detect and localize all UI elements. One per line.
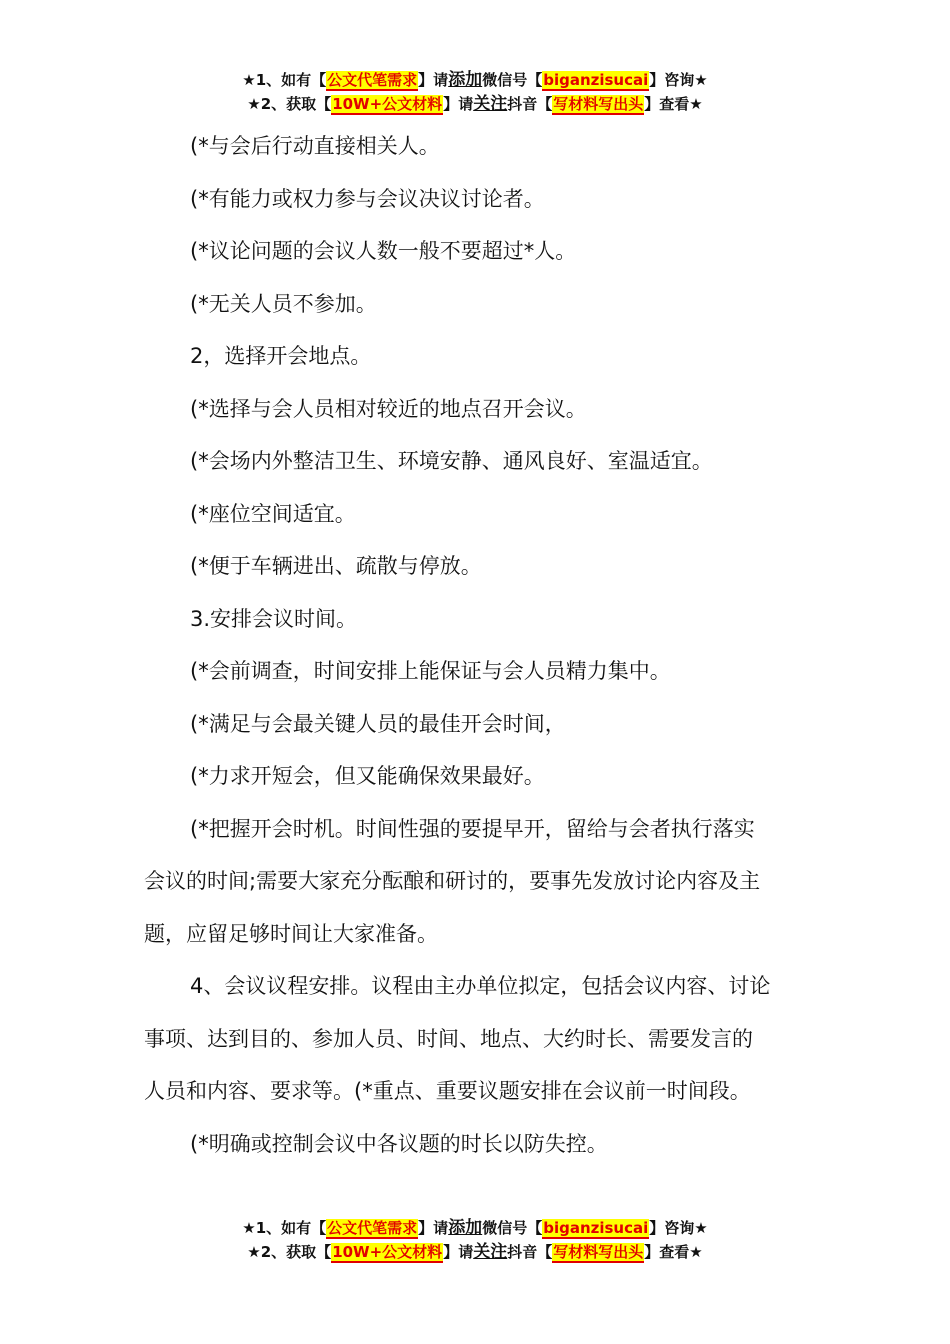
paragraph: (*明确或控制会议中各议题的时长以防失控。 bbox=[190, 1131, 608, 1156]
banner-text: 微信号【 bbox=[482, 71, 543, 89]
banner-emphasis: 添加 bbox=[448, 70, 483, 90]
banner-line-2 bbox=[0, 92, 950, 116]
banner-text: ★1、如有【 bbox=[242, 1219, 327, 1237]
banner-emphasis: 添加 bbox=[448, 1218, 483, 1238]
banner-text: 微信号【 bbox=[482, 1219, 543, 1237]
banner-text: 】咨询★ bbox=[649, 1219, 708, 1237]
paragraph: (*会场内外整洁卫生、环境安静、通风良好、室温适宜。 bbox=[190, 449, 713, 473]
paragraph: (*把握开会时机。时间性强的要提早开，留给与会者执行落实 bbox=[190, 816, 755, 841]
banner-highlight: 公文代笔需求 bbox=[327, 71, 418, 89]
banner-highlight: 写材料写出头 bbox=[553, 1243, 644, 1261]
banner-highlight: 写材料写出头 bbox=[553, 95, 644, 113]
paragraph: (*座位空间适宜。 bbox=[190, 501, 356, 526]
banner-highlight: 公文代笔需求 bbox=[327, 1219, 418, 1237]
banner-line-2 bbox=[0, 1240, 950, 1264]
paragraph-continuation: 会议的时间;需要大家充分酝酿和研讨的，要事先发放讨论内容及主 bbox=[144, 869, 761, 893]
banner-text: ★1、如有【 bbox=[242, 71, 327, 89]
banner-line-1 bbox=[0, 1216, 950, 1240]
banner-text: 】请 bbox=[443, 1243, 474, 1261]
banner-highlight: 10W+公文材料 bbox=[332, 1243, 443, 1261]
header-banner bbox=[0, 68, 950, 116]
paragraph-continuation: 题，应留足够时间让大家准备。 bbox=[144, 921, 438, 946]
banner-text: 抖音【 bbox=[507, 1243, 553, 1261]
banner-text: 】查看★ bbox=[644, 95, 703, 113]
banner-text: 】咨询★ bbox=[649, 71, 708, 89]
banner-text: 抖音【 bbox=[507, 95, 553, 113]
banner-emphasis: 关注 bbox=[473, 94, 508, 114]
banner-text: ★2、获取【 bbox=[247, 95, 332, 113]
paragraph: (*力求开短会，但又能确保效果最好。 bbox=[190, 764, 545, 788]
section-heading: 3.安排会议时间。 bbox=[190, 606, 358, 631]
document-body bbox=[144, 120, 814, 1170]
paragraph: (*有能力或权力参与会议决议讨论者。 bbox=[190, 186, 545, 211]
banner-highlight: biganzisucai bbox=[543, 1219, 649, 1237]
banner-text: ★2、获取【 bbox=[247, 1243, 332, 1261]
banner-highlight: biganzisucai bbox=[543, 71, 649, 89]
paragraph: (*便于车辆进出、疏散与停放。 bbox=[190, 554, 482, 578]
section-heading: 2，选择开会地点。 bbox=[190, 344, 372, 368]
banner-text: 】请 bbox=[418, 71, 449, 89]
paragraph-continuation: 事项、达到目的、参加人员、时间、地点、大约时长、需要发言的 bbox=[144, 1026, 753, 1051]
paragraph: (*会前调查，时间安排上能保证与会人员精力集中。 bbox=[190, 659, 671, 683]
paragraph: (*与会后行动直接相关人。 bbox=[190, 134, 440, 158]
section-heading: 4、会议议程安排。议程由主办单位拟定，包括会议内容、讨论 bbox=[190, 974, 771, 998]
banner-highlight: 10W+公文材料 bbox=[332, 95, 443, 113]
paragraph-continuation: 人员和内容、要求等。(*重点、重要议题安排在会议前一时间段。 bbox=[144, 1079, 751, 1103]
banner-line-1 bbox=[0, 68, 950, 92]
paragraph: (*选择与会人员相对较近的地点召开会议。 bbox=[190, 396, 587, 421]
paragraph: (*无关人员不参加。 bbox=[190, 291, 377, 316]
footer-banner bbox=[0, 1216, 950, 1264]
banner-text: 】请 bbox=[418, 1219, 449, 1237]
banner-emphasis: 关注 bbox=[473, 1242, 508, 1262]
paragraph: (*议论问题的会议人数一般不要超过*人。 bbox=[190, 239, 577, 263]
banner-text: 】查看★ bbox=[644, 1243, 703, 1261]
banner-text: 】请 bbox=[443, 95, 474, 113]
paragraph: (*满足与会最关键人员的最佳开会时间， bbox=[190, 711, 566, 736]
